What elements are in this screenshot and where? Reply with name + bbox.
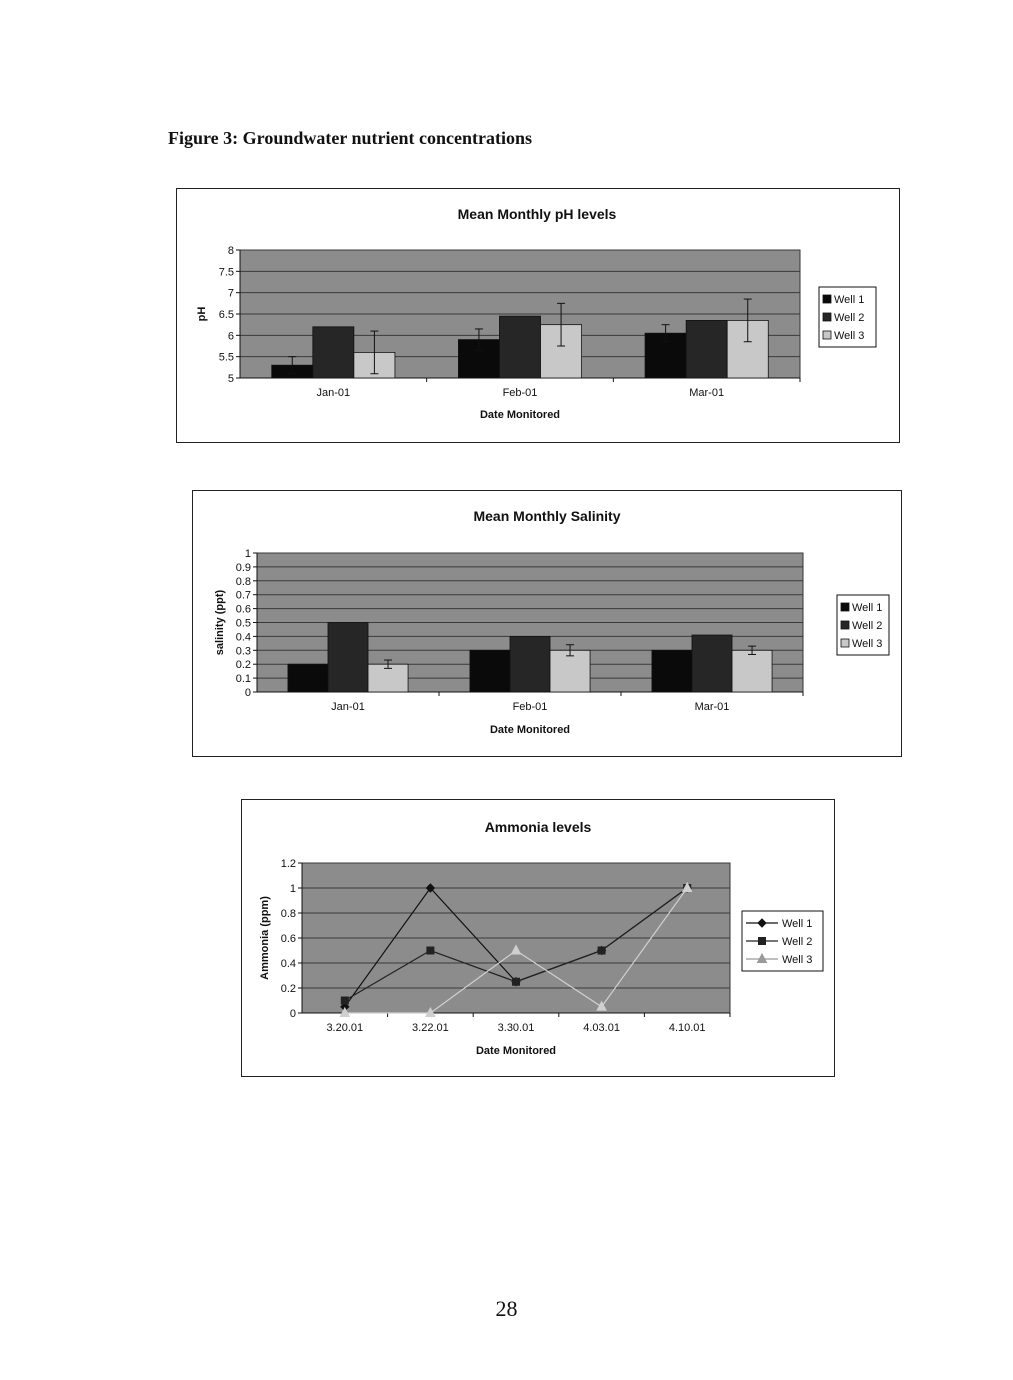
legend-label: Well 3 [782,954,813,966]
y-tick-label: 1.2 [280,858,296,870]
legend-swatch [841,621,849,629]
y-tick-label: 7.5 [218,266,234,279]
bar-well-3 [732,650,772,692]
point-well-2 [341,997,348,1004]
x-tick-label: 3.20.01 [326,1022,364,1034]
y-axis-label: Ammonia (ppm) [259,896,271,980]
page-number: 28 [495,1296,518,1321]
bar-well-2 [686,320,727,378]
y-tick-label: 0.8 [280,908,296,920]
y-tick-label: 0.7 [235,589,251,602]
y-tick-label: 5.5 [218,351,234,364]
legend-label: Well 1 [852,602,883,614]
x-tick-label: 4.10.01 [668,1022,706,1034]
legend-swatch [823,295,831,303]
legend-label: Well 1 [834,294,865,306]
point-well-2 [513,978,520,985]
ammonia-chart-svg [242,800,834,1076]
x-axis-label: Date Monitored [489,724,571,736]
bar-well-2 [313,327,354,378]
chart-title: Mean Monthly pH levels [457,206,617,222]
y-tick-label: 0.2 [280,983,296,995]
y-tick-label: 5 [227,373,234,385]
legend-label: Well 1 [782,918,813,930]
point-well-2 [598,947,605,954]
ph-chart-svg [177,189,899,442]
y-tick-label: 0.8 [235,575,251,588]
y-tick-label: 1 [289,883,296,895]
x-tick-label: Jan-01 [331,701,365,713]
y-tick-label: 0.3 [235,645,251,658]
x-tick-label: 3.22.01 [412,1022,449,1034]
x-axis-label: Date Monitored [479,409,561,421]
point-well-2 [427,947,434,954]
y-axis-label: salinity (ppt) [214,589,226,656]
y-tick-label: 0.4 [235,631,251,644]
chart-title: Mean Monthly Salinity [473,508,621,524]
bar-well-1 [652,650,692,692]
legend-label: Well 2 [852,620,883,632]
legend-label: Well 2 [834,312,865,324]
x-tick-label: Feb-01 [502,387,538,399]
salinity-chart [192,490,902,757]
x-tick-label: 3.30.01 [497,1022,535,1034]
x-axis-label: Date Monitored [475,1045,557,1057]
bar-well-2 [328,623,368,693]
y-tick-label: 0 [289,1008,296,1020]
bar-well-2 [499,316,540,378]
figure-title: Figure 3: Groundwater nutrient concentrations [168,128,532,148]
y-tick-label: 0.4 [280,958,296,970]
legend-swatch [823,331,831,339]
bar-well-2 [510,636,550,692]
x-tick-label: 4.03.01 [583,1022,620,1034]
x-tick-label: Feb-01 [512,701,548,713]
y-tick-label: 6 [227,330,234,343]
y-tick-label: 0.6 [280,933,296,945]
bar-well-1 [470,650,510,692]
legend-label: Well 3 [852,638,883,650]
y-tick-label: 0.1 [235,673,251,686]
legend-swatch [823,313,831,321]
chart-title: Ammonia levels [484,819,592,835]
legend-swatch [841,639,849,647]
legend-marker [759,938,766,945]
legend-label: Well 3 [834,330,865,342]
y-tick-label: 6.5 [218,309,234,321]
ammonia-chart [241,799,835,1077]
y-tick-label: 1 [244,548,251,560]
y-axis-label: pH [196,306,208,322]
y-tick-label: 0.2 [235,659,251,672]
x-tick-label: Mar-01 [689,387,725,399]
ph-chart [176,188,900,443]
salinity-chart-svg [193,491,901,756]
x-tick-label: Mar-01 [694,701,730,713]
x-tick-label: Jan-01 [316,387,351,399]
y-tick-label: 0 [244,687,251,699]
bar-well-2 [692,635,732,692]
y-tick-label: 0.5 [235,617,251,630]
y-tick-label: 0.6 [235,603,251,616]
legend-label: Well 2 [782,936,813,948]
bar-well-1 [288,664,328,692]
y-tick-label: 0.9 [235,561,251,574]
y-tick-label: 7 [227,287,234,300]
bar-well-3 [550,650,590,692]
y-tick-label: 8 [227,245,234,257]
legend-swatch [841,603,849,611]
